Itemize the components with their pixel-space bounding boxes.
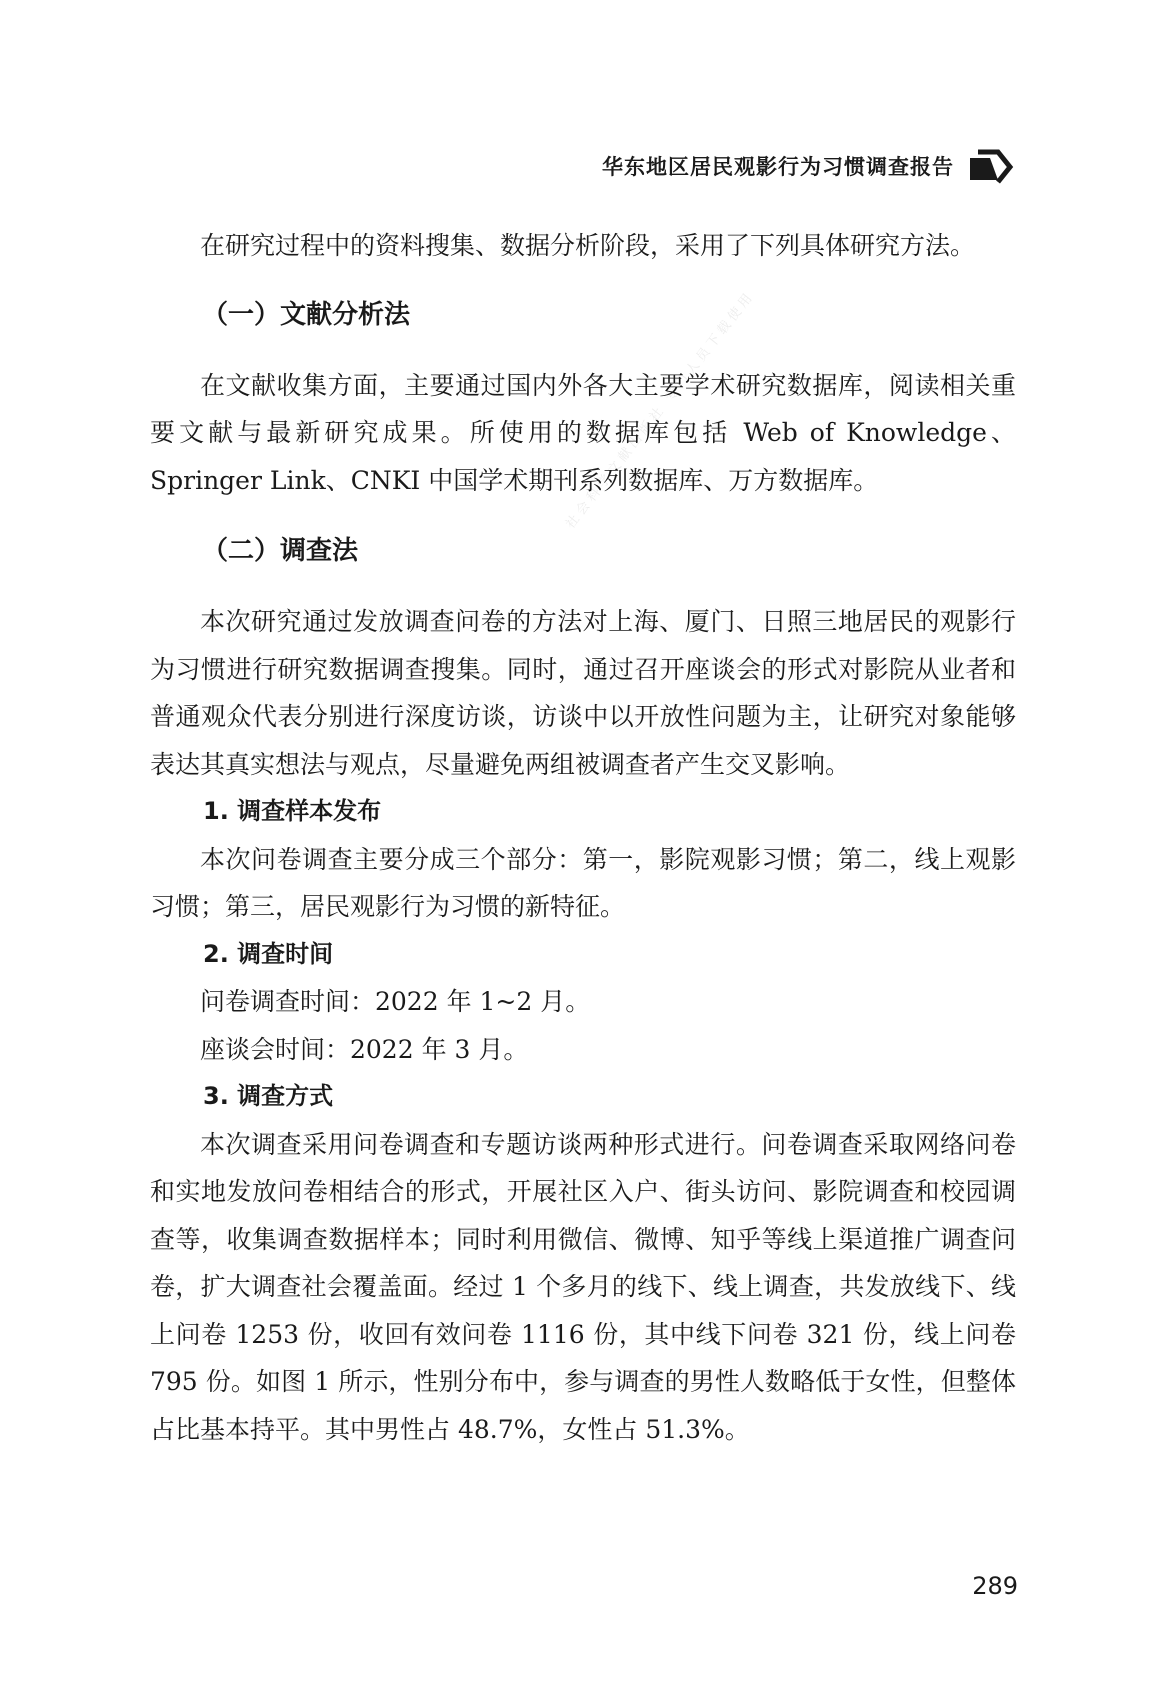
sub-heading-method: 3. 调查方式 [203, 1082, 334, 1110]
sample-paragraph: 本次问卷调查主要分成三个部分：第一，影院观影习惯；第二，线上观影习惯；第三，居民观影行为习惯的新特征。 [150, 844, 1016, 921]
body-content [150, 222, 1016, 1453]
intro-paragraph: 在研究过程中的资料搜集、数据分析阶段，采用了下列具体研究方法。 [200, 231, 976, 260]
survey-time-line: 问卷调查时间：2022 年 1~2 月。 [200, 987, 591, 1016]
section-heading-survey: （二）调查法 [202, 536, 359, 566]
literature-paragraph: 在文献收集方面，主要通过国内外各大主要学术研究数据库，阅读相关重要文献与最新研究成果。所使用的数据库包括 Web of Knowledge、Springer Link、CNKI 中国学术期刊系列数据库、万方数据库。 [150, 370, 1016, 495]
book-corner-arrow-icon [968, 146, 1018, 186]
sub-heading-time: 2. 调查时间 [203, 939, 334, 968]
section-heading-literature: （一）文献分析法 [202, 299, 411, 330]
survey-paragraph: 本次研究通过发放调查问卷的方法对上海、厦门、日照三地居民的观影行为习惯进行研究数据调查搜集。同时，通过召开座谈会的形式对影院从业者和普通观众代表分别进行深度访谈，访谈中以开放性问题为主，让研究对象能够表达其真实想法与观点，尽量避免两组被调查者产生交叉影响。 [150, 607, 1016, 779]
method-paragraph: 本次调查采用问卷调查和专题访谈两种形式进行。问卷调查采取网络问卷和实地发放问卷相结合的形式，开展社区入户、街头访问、影院调查和校园调查等，收集调查数据样本；同时利用微信、微博、知乎等线上渠道推广调查问卷，扩大调查社会覆盖面。经过 1 个多月的线下、线上调查，共发放线下、线上问卷 1253 份，收回有效问卷 1116 份，其中线下问卷 321 份，线上问卷 795 份。如图 1 所示，性别分布中，参与调查的男性人数略低于女性，但整体占比基本持平。其中男性占 48.7%，女性占 51.3%。 [150, 1129, 1016, 1444]
running-header-title: 华东地区居民观影行为习惯调查报告 [602, 155, 954, 179]
sub-heading-sample: 1. 调查样本发布 [203, 797, 382, 825]
running-header [602, 146, 1018, 186]
page-number: 289 [972, 1572, 1018, 1600]
forum-time-line: 座谈会时间：2022 年 3 月。 [200, 1034, 529, 1064]
watermark: 社会科学文献出版社 专门人员下载使用 [563, 288, 758, 532]
